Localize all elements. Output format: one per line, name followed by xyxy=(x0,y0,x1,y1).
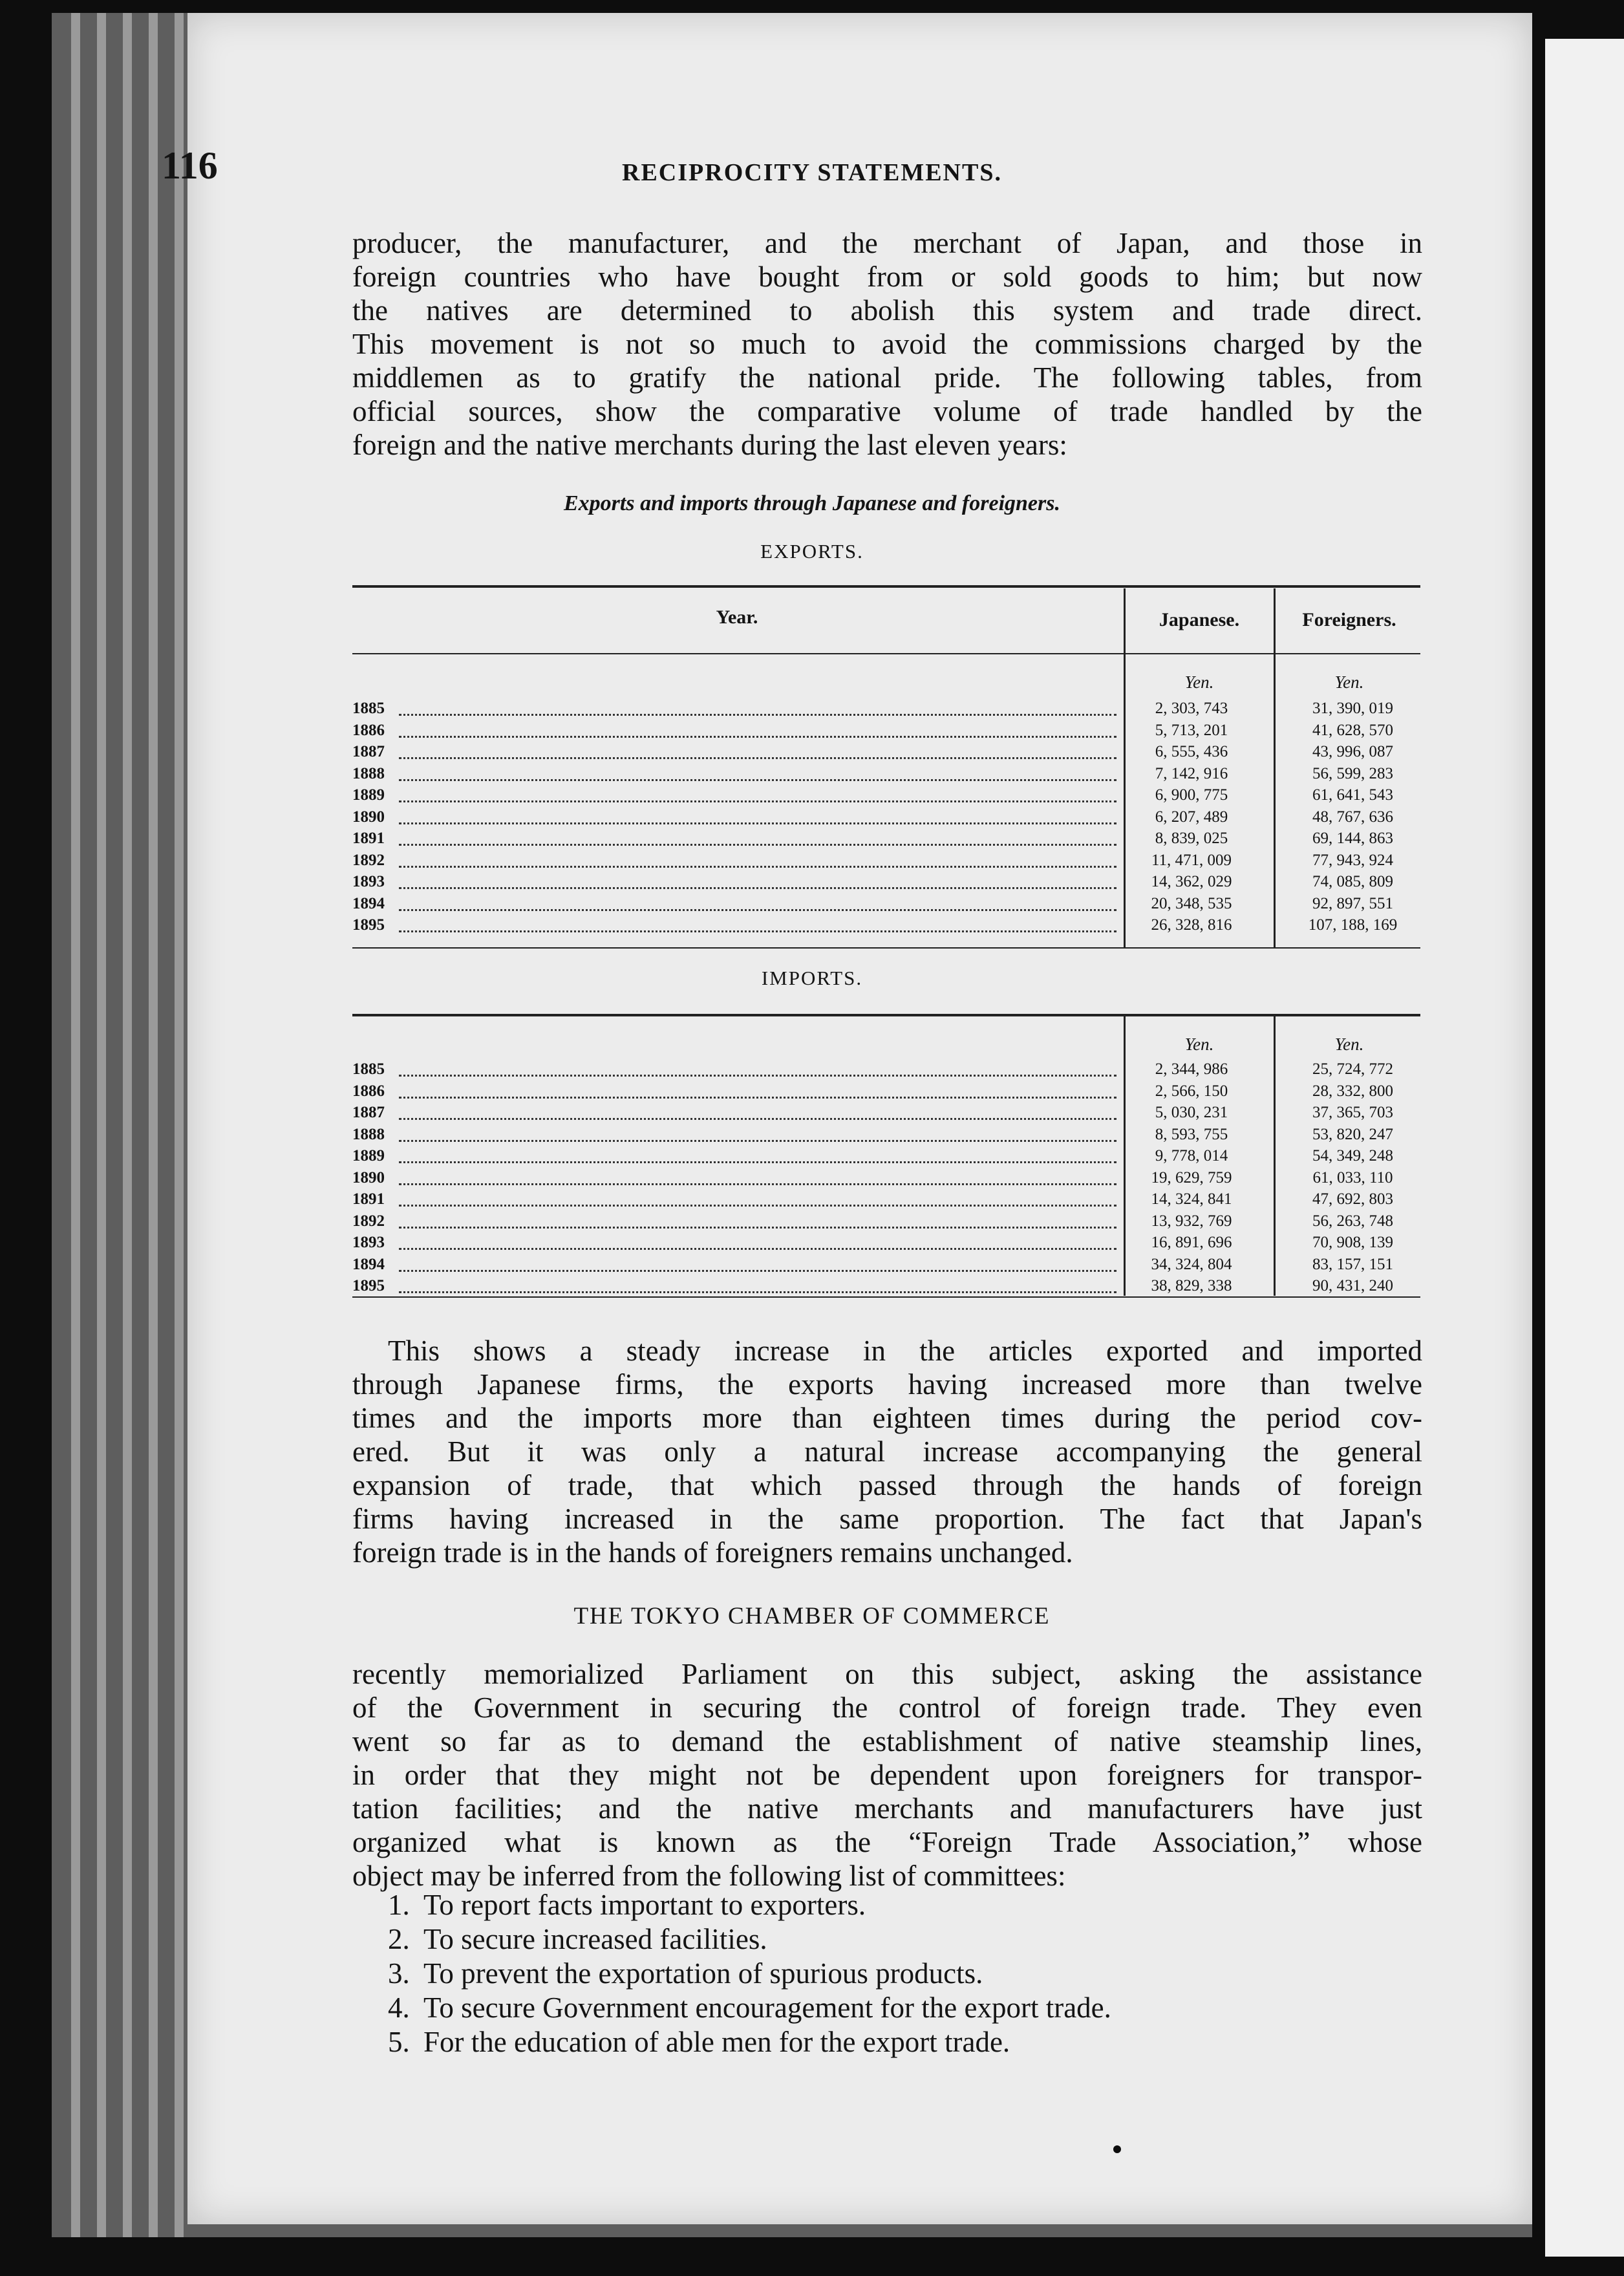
japanese-value-cell: 2, 303, 743 xyxy=(1155,700,1228,717)
japanese-value-cell: 14, 324, 841 xyxy=(1151,1190,1232,1208)
foreigners-value-cell: 56, 599, 283 xyxy=(1312,764,1393,782)
table-row xyxy=(352,1082,1422,1104)
foreigners-value-cell: 25, 724, 772 xyxy=(1312,1060,1393,1078)
table-row xyxy=(352,743,1422,765)
year-cell: 1889 xyxy=(352,1147,385,1165)
header-rule xyxy=(352,653,1420,654)
japanese-value-cell: 13, 932, 769 xyxy=(1151,1212,1232,1230)
leader-dots xyxy=(399,800,1116,802)
japanese-value-cell: 8, 839, 025 xyxy=(1155,830,1228,847)
table-row xyxy=(352,1234,1422,1256)
japanese-value-cell: 2, 566, 150 xyxy=(1155,1082,1228,1100)
table-row xyxy=(352,1060,1422,1082)
year-cell: 1886 xyxy=(352,721,385,739)
year-cell: 1889 xyxy=(352,786,385,804)
leader-dots xyxy=(399,930,1116,932)
text-line: tation facilities; and the native merchants and manufacturers have just xyxy=(352,1792,1422,1825)
committee-list xyxy=(388,1888,1111,2059)
japanese-value-cell: 6, 207, 489 xyxy=(1155,808,1228,826)
leader-dots xyxy=(399,1205,1116,1207)
list-text: For the education of able men for the export trade. xyxy=(423,2026,1010,2058)
text-line: middlemen as to gratify the national pride. The following tables, from xyxy=(352,361,1422,394)
list-item xyxy=(388,1991,1111,2025)
table-caption: Exports and imports through Japanese and foreigners. xyxy=(564,491,1060,515)
exports-heading: EXPORTS. xyxy=(760,540,864,563)
table-row xyxy=(352,830,1422,852)
page-number: 116 xyxy=(162,144,218,187)
foreigners-value-cell: 31, 390, 019 xyxy=(1312,700,1393,717)
foreigners-value-cell: 56, 263, 748 xyxy=(1312,1212,1393,1230)
text-line: foreign and the native merchants during the last eleven years: xyxy=(352,429,1067,461)
text-line: foreign trade is in the hands of foreigners remains unchanged. xyxy=(352,1536,1073,1569)
leader-dots xyxy=(399,1270,1116,1272)
exports-rows xyxy=(352,700,1422,938)
text-line: official sources, show the comparative volume of trade handled by the xyxy=(352,395,1422,427)
foreigners-value-cell: 43, 996, 087 xyxy=(1312,743,1393,760)
leader-dots xyxy=(399,866,1116,868)
text-line: foreign countries who have bought from or sold goods to him; but now xyxy=(352,261,1422,293)
list-item xyxy=(388,1888,1111,1922)
japanese-value-cell: 8, 593, 755 xyxy=(1155,1125,1228,1143)
foreigners-value-cell: 107, 188, 169 xyxy=(1308,916,1398,934)
table-row xyxy=(352,808,1422,830)
list-number: 2. xyxy=(388,1923,410,1955)
text-line: This movement is not so much to avoid the commissions charged by the xyxy=(352,328,1422,360)
foreigners-value-cell: 69, 144, 863 xyxy=(1312,830,1393,847)
unit-label: Yen. xyxy=(1184,1035,1214,1054)
year-cell: 1885 xyxy=(352,1060,385,1078)
table-top-rule xyxy=(352,1014,1420,1016)
leader-dots xyxy=(399,844,1116,846)
foreigners-value-cell: 74, 085, 809 xyxy=(1312,873,1393,890)
foreigners-value-cell: 61, 641, 543 xyxy=(1312,786,1393,804)
leader-dots xyxy=(399,822,1116,824)
table-row xyxy=(352,1190,1422,1212)
running-head: RECIPROCITY STATEMENTS. xyxy=(622,159,1002,186)
analysis-paragraph xyxy=(352,1334,1422,1569)
intro-paragraph xyxy=(352,226,1422,462)
table-row xyxy=(352,1126,1422,1148)
leader-dots xyxy=(399,779,1116,781)
list-text: To prevent the exportation of spurious products. xyxy=(423,1957,983,1990)
text-line: times and the imports more than eighteen times during the period cov- xyxy=(352,1402,1422,1434)
year-cell: 1887 xyxy=(352,1104,385,1121)
leader-dots xyxy=(399,1140,1116,1142)
year-cell: 1895 xyxy=(352,916,385,934)
year-cell: 1891 xyxy=(352,1190,385,1208)
foreigners-value-cell: 41, 628, 570 xyxy=(1312,721,1393,739)
foreigners-value-cell: 90, 431, 240 xyxy=(1312,1277,1393,1294)
text-line: in order that they might not be dependent upon foreigners for transpor- xyxy=(352,1759,1422,1791)
text-line: This shows a steady increase in the articles exported and imported xyxy=(388,1335,1422,1367)
japanese-value-cell: 34, 324, 804 xyxy=(1151,1255,1232,1273)
text-line: object may be inferred from the following list of committees: xyxy=(352,1860,1066,1892)
japanese-value-cell: 16, 891, 696 xyxy=(1151,1234,1232,1251)
foreigners-column-header: Foreigners. xyxy=(1302,609,1396,630)
list-text: To secure Government encouragement for the export trade. xyxy=(423,1992,1111,2024)
year-cell: 1887 xyxy=(352,743,385,760)
leader-dots xyxy=(399,714,1116,716)
leader-dots xyxy=(399,1118,1116,1120)
unit-label: Yen. xyxy=(1334,1035,1364,1054)
year-cell: 1893 xyxy=(352,1234,385,1251)
leader-dots xyxy=(399,736,1116,738)
text-line: recently memorialized Parliament on this subject, asking the assistance xyxy=(352,1658,1422,1690)
leader-dots xyxy=(399,1248,1116,1250)
year-cell: 1890 xyxy=(352,808,385,826)
japanese-column-header: Japanese. xyxy=(1159,609,1240,630)
text-line: went so far as to demand the establishment of native steamship lines, xyxy=(352,1725,1422,1757)
year-cell: 1886 xyxy=(352,1082,385,1100)
japanese-value-cell: 14, 362, 029 xyxy=(1151,873,1232,890)
table-row xyxy=(352,1277,1422,1299)
japanese-value-cell: 5, 030, 231 xyxy=(1155,1104,1228,1121)
foreigners-value-cell: 77, 943, 924 xyxy=(1312,851,1393,869)
text-line: producer, the manufacturer, and the merchant of Japan, and those in xyxy=(352,227,1422,259)
section-heading: THE TOKYO CHAMBER OF COMMERCE xyxy=(573,1603,1051,1629)
text-line: organized what is known as the “Foreign Trade Association,” whose xyxy=(352,1826,1422,1858)
ink-speck xyxy=(1113,2145,1121,2153)
foreigners-value-cell: 70, 908, 139 xyxy=(1312,1234,1393,1251)
list-item xyxy=(388,1957,1111,1991)
leader-dots xyxy=(399,909,1116,911)
table-row xyxy=(352,1256,1422,1278)
foreigners-value-cell: 53, 820, 247 xyxy=(1312,1125,1393,1143)
list-number: 3. xyxy=(388,1957,410,1990)
table-row xyxy=(352,895,1422,917)
list-text: To report facts important to exporters. xyxy=(423,1889,866,1921)
japanese-value-cell: 26, 328, 816 xyxy=(1151,916,1232,934)
year-cell: 1893 xyxy=(352,873,385,890)
japanese-value-cell: 6, 900, 775 xyxy=(1155,786,1228,804)
chamber-paragraph xyxy=(352,1657,1422,1893)
foreigners-value-cell: 54, 349, 248 xyxy=(1312,1147,1393,1165)
japanese-value-cell: 5, 713, 201 xyxy=(1155,721,1228,739)
year-column-header: Year. xyxy=(716,607,758,628)
table-bottom-rule xyxy=(352,1296,1420,1298)
foreigners-value-cell: 28, 332, 800 xyxy=(1312,1082,1393,1100)
year-cell: 1890 xyxy=(352,1168,385,1186)
leader-dots xyxy=(399,887,1116,889)
table-row xyxy=(352,1169,1422,1191)
table-row xyxy=(352,873,1422,895)
year-cell: 1892 xyxy=(352,851,385,869)
year-cell: 1885 xyxy=(352,700,385,717)
japanese-value-cell: 9, 778, 014 xyxy=(1155,1147,1228,1165)
year-cell: 1891 xyxy=(352,830,385,847)
text-line: of the Government in securing the control of foreign trade. They even xyxy=(352,1691,1422,1724)
year-cell: 1888 xyxy=(352,1125,385,1143)
table-row xyxy=(352,1147,1422,1169)
leader-dots xyxy=(399,1097,1116,1099)
table-row xyxy=(352,1212,1422,1234)
japanese-value-cell: 2, 344, 986 xyxy=(1155,1060,1228,1078)
text-line: expansion of trade, that which passed through the hands of foreign xyxy=(352,1469,1422,1501)
leader-dots xyxy=(399,1075,1116,1077)
leader-dots xyxy=(399,757,1116,759)
table-row xyxy=(352,722,1422,744)
text-line: ered. But it was only a natural increase accompanying the general xyxy=(352,1435,1422,1468)
japanese-value-cell: 38, 829, 338 xyxy=(1151,1277,1232,1294)
foreigners-value-cell: 61, 033, 110 xyxy=(1312,1168,1393,1186)
text-line: the natives are determined to abolish this system and trade direct. xyxy=(352,294,1422,327)
foreigners-value-cell: 37, 365, 703 xyxy=(1312,1104,1393,1121)
imports-heading: IMPORTS. xyxy=(761,967,863,989)
year-cell: 1892 xyxy=(352,1212,385,1230)
unit-label: Yen. xyxy=(1334,672,1364,692)
text-line: firms having increased in the same proportion. The fact that Japan's xyxy=(352,1503,1422,1535)
foreigners-value-cell: 48, 767, 636 xyxy=(1312,808,1393,826)
table-row xyxy=(352,1104,1422,1126)
imports-rows xyxy=(352,1060,1422,1299)
japanese-value-cell: 6, 555, 436 xyxy=(1155,743,1228,760)
list-number: 4. xyxy=(388,1992,410,2024)
table-bottom-rule xyxy=(352,947,1420,949)
foreigners-value-cell: 83, 157, 151 xyxy=(1312,1255,1393,1273)
table-row xyxy=(352,916,1422,938)
japanese-value-cell: 11, 471, 009 xyxy=(1151,851,1232,869)
leader-dots xyxy=(399,1291,1116,1293)
foreigners-value-cell: 92, 897, 551 xyxy=(1312,894,1393,912)
leader-dots xyxy=(399,1161,1116,1163)
table-row xyxy=(352,700,1422,722)
year-cell: 1895 xyxy=(352,1277,385,1294)
japanese-value-cell: 20, 348, 535 xyxy=(1151,894,1232,912)
japanese-value-cell: 7, 142, 916 xyxy=(1155,764,1228,782)
list-item xyxy=(388,1922,1111,1957)
table-top-rule xyxy=(352,585,1420,588)
foreigners-value-cell: 47, 692, 803 xyxy=(1312,1190,1393,1208)
unit-label: Yen. xyxy=(1184,672,1214,692)
table-row xyxy=(352,786,1422,808)
list-item xyxy=(388,2025,1111,2059)
leader-dots xyxy=(399,1227,1116,1229)
facing-page-edge xyxy=(1545,39,1624,2257)
list-text: To secure increased facilities. xyxy=(423,1923,767,1955)
leader-dots xyxy=(399,1183,1116,1185)
japanese-value-cell: 19, 629, 759 xyxy=(1151,1168,1232,1186)
list-number: 5. xyxy=(388,2026,410,2058)
year-cell: 1894 xyxy=(352,894,385,912)
year-cell: 1888 xyxy=(352,764,385,782)
list-number: 1. xyxy=(388,1889,410,1921)
table-row xyxy=(352,852,1422,874)
year-cell: 1894 xyxy=(352,1255,385,1273)
table-row xyxy=(352,765,1422,787)
text-line: through Japanese firms, the exports having increased more than twelve xyxy=(352,1368,1422,1401)
